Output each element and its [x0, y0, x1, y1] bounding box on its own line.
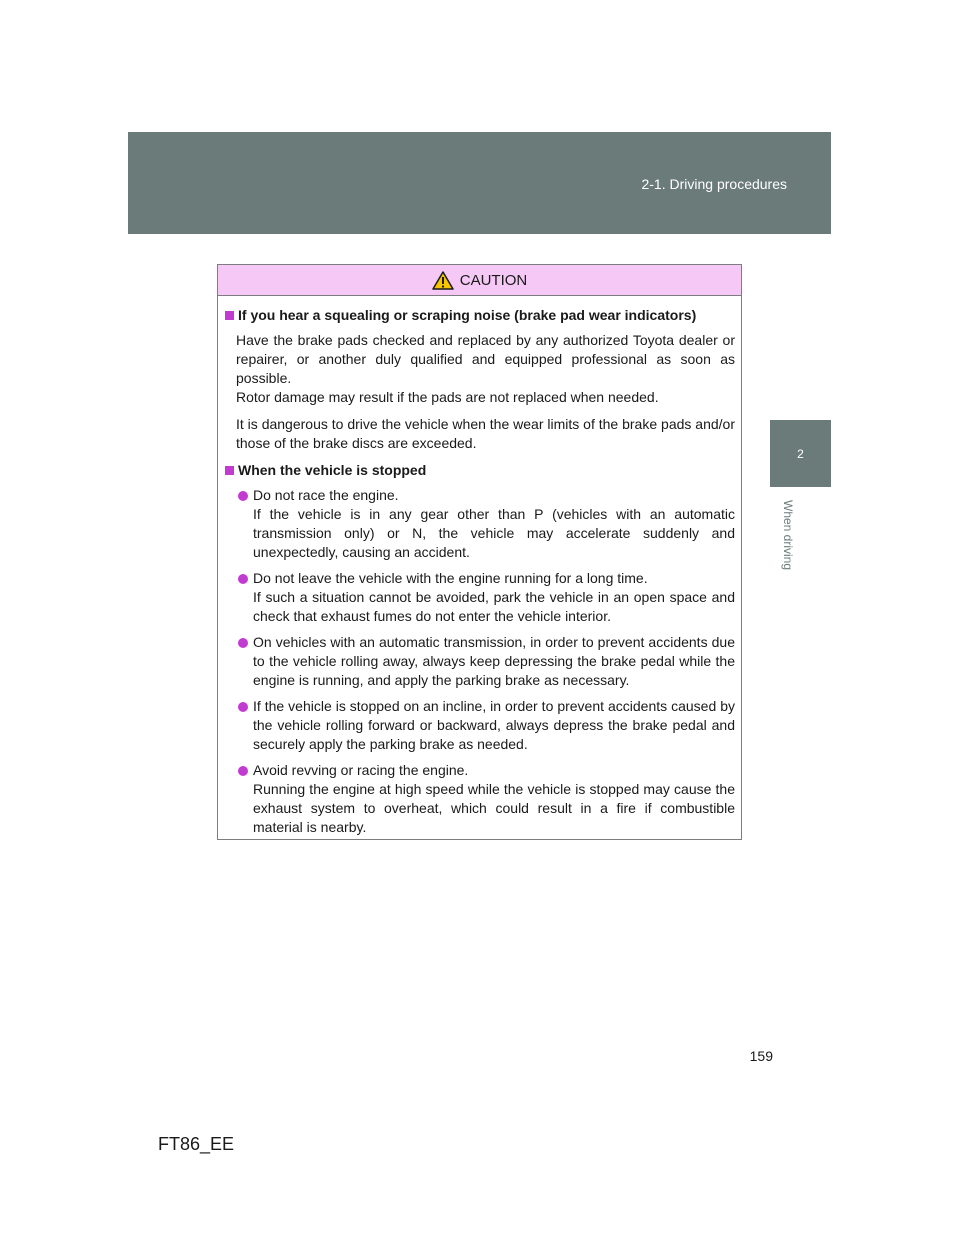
bullet-line: Avoid revving or racing the engine.: [253, 762, 469, 778]
bullet-line: Running the engine at high speed while the vehicle is stopped may cause the exhaust system to overheat, which could result in a fire if combustible material is nearby.: [253, 781, 735, 835]
list-item: [218, 486, 741, 562]
section-heading-text: If you hear a squealing or scraping noise (brake pad wear indicators): [238, 307, 697, 323]
caution-box: [217, 264, 742, 840]
chapter-number: 2: [797, 446, 804, 461]
warning-triangle-icon: [432, 271, 454, 290]
bullet-line: Do not leave the vehicle with the engine running for a long time.: [253, 570, 648, 586]
list-item: [218, 569, 741, 626]
document-code: FT86_EE: [158, 1134, 235, 1154]
list-item: [218, 697, 741, 754]
round-bullet-icon: [238, 491, 248, 501]
section-heading: [218, 461, 741, 480]
paragraph: [218, 331, 741, 407]
bullet-line: Do not race the engine.: [253, 487, 399, 503]
round-bullet-icon: [238, 574, 248, 584]
caution-title: CAUTION: [459, 271, 528, 289]
round-bullet-icon: [238, 702, 248, 712]
paragraph-line: Have the brake pads checked and replaced by any authorized Toyota dealer or repairer, or another duly qualified and equipped professional as soon as possible.: [236, 332, 735, 386]
round-bullet-icon: [238, 638, 248, 648]
bullet-line: If such a situation cannot be avoided, park the vehicle in an open space and check that exhaust fumes do not enter the vehicle interior.: [253, 589, 735, 624]
square-bullet-icon: [225, 466, 234, 475]
chapter-label: When driving: [781, 500, 795, 571]
page-number: 159: [749, 1048, 773, 1064]
paragraph: [218, 415, 741, 453]
caution-header: [218, 265, 741, 296]
bullet-line: If the vehicle is in any gear other than P (vehicles with an automatic transmission only) or N, the vehicle may accelerate suddenly and unexpectedly, causing an accident.: [253, 506, 735, 560]
bullet-line: On vehicles with an automatic transmission, in order to prevent accidents due to the vehicle rolling away, always keep depressing the brake pedal while the engine is running, and apply the parking brake as necessary.: [253, 634, 735, 688]
section-heading-text: When the vehicle is stopped: [238, 462, 427, 478]
paragraph-line: Rotor damage may result if the pads are not replaced when needed.: [236, 389, 659, 405]
caution-body: [218, 296, 741, 837]
section-heading: [218, 306, 741, 325]
header-band: [128, 132, 831, 234]
list-item: [218, 761, 741, 837]
round-bullet-icon: [238, 766, 248, 776]
paragraph-line: It is dangerous to drive the vehicle when the wear limits of the brake pads and/or those of the brake discs are exceeded.: [236, 416, 735, 451]
list-item: [218, 633, 741, 690]
chapter-tab: [770, 420, 831, 487]
square-bullet-icon: [225, 311, 234, 320]
bullet-line: If the vehicle is stopped on an incline, in order to prevent accidents caused by the vehicle rolling forward or backward, always depress the brake pedal and securely apply the parking brake as needed.: [253, 698, 735, 752]
section-title: 2-1. Driving procedures: [641, 176, 787, 192]
